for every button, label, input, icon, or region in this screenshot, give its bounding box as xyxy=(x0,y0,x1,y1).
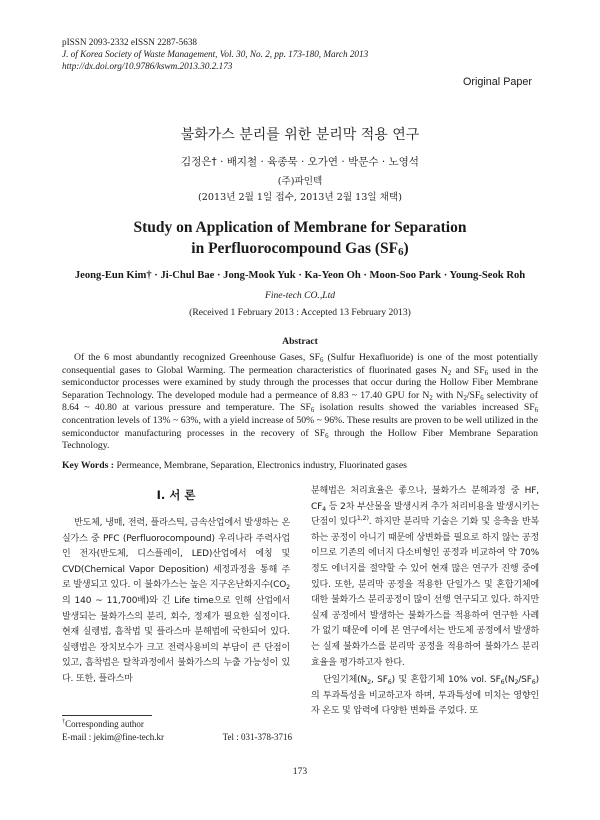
footnote-divider xyxy=(62,715,152,716)
contact-row xyxy=(62,731,292,744)
journal-header xyxy=(62,36,368,73)
korean-title: 불화가스 분리를 위한 분리막 적용 연구 xyxy=(180,127,420,143)
english-title xyxy=(0,217,600,259)
english-dates: (Received 1 February 2013 : Accepted 13 February 2013) xyxy=(189,307,411,318)
abstract-body: Of the 6 most abundantly recognized Greenhouse Gases, $SF_6$ (Sulfur Hexafluoride) is one of the most potentially consequential gases to Global Warming. The permeation characteristics of fluorinated gases $N_2$ and $SF_6$ used in the semiconductor processes were examined by study through the processes that occur during the Hollow Fiber Membrane Separation Technology. The developed module had a permeance of 8.83 ~ 17.40 GPU for $N_2$ with $N_2/SF_6$ selectivity of 8.64 ~ 40.80 at various pressure and temperature. The $SF_6$ isolation results showed the variables increased $SF_6$ concentration levels of 13% ~ 63%, with a yield increase of 50% ~ 96%. These results are proven to be well utilized in the semiconductor manufacturing processes in the recovery of $SF_6$ through the Hollow Fiber Membrane Separation Technology. xyxy=(62,352,539,452)
paragraph: 반도체, 냉매, 전력, 플라스틱, 금속산업에서 발생하는 온실가스 중 PFC (Perfluorocompound) 우리나라 주력사업인 전자(반도체, 디스플레이, LED)산업에서 에칭 및 CVD(Chemical Vapor Deposition) 세정과정을 통해 주로 발생되고 있다. 이 불화가스는 높은 지구온난화지수($CO_2$의 140 ~ 11,700배)와 긴 Life time으로 인해 산업에서 발생되는 불화가스의 분리, 회수, 정제가 필요한 실정이다. 현재 실렝법, 흡착법 및 플라스마 분해법에 국한되어 있다. 실렝법은 장치보수가 크고 전력사용비의 부담이 큰 단점이 있고, 흡착법은 탈착과정에서 불화가스의 누출 가능성이 있다. 또한, 플라스마 xyxy=(62,518,290,684)
author-email[interactable]: E-mail : jekim@fine-tech.kr xyxy=(62,732,165,742)
korean-dates: (2013년 2월 1일 접수, 2013년 2월 13일 채택) xyxy=(198,192,402,203)
korean-authors: 김정은† · 배지철 · 육종묵 · 오가연 · 박문수 · 노영석 xyxy=(181,156,419,168)
body-column-right xyxy=(311,484,539,720)
body-column-left xyxy=(62,516,290,688)
page-number: 173 xyxy=(292,766,308,777)
paragraph: 단일기체($N_2$, $SF_6$) 및 혼합기체 10% vol. $SF_6(N_2/SF_6)$의 투과특성을 비교하고자 하며, 투과특성에 미치는 영향인자 온도 및 압력에 다양한 변화를 주었다. 또 xyxy=(311,675,540,717)
author-phone: Tel : 031-378-3716 xyxy=(222,732,292,742)
section-heading: I. 서 론 xyxy=(156,488,196,502)
abstract-heading: Abstract xyxy=(282,336,318,347)
doi-link[interactable]: http://dx.doi.org/10.9786/kswm.2013.30.2.173 xyxy=(62,61,233,72)
paragraph: 분해법은 처리효율은 좋으나, 불화가스 분해과정 중 HF, $CF_4$ 등 2차 부산물을 발생시켜 추가 처리비용을 발생시키는 단점이 있다$^{1,2)}$. 하지만 분리막 기술은 기화 및 응축을 반복하는 공정이 아니기 때문에 상변화를 필요로 하지 않는 공정이므로 기존의 에너지 다소비형인 공정과 비교하여 약 70% 정도 에너지를 절약할 수 있어 현재 많은 연구가 진행 중에 있다. 또한, 분리막 공정을 적용한 단일가스 및 혼합기체에 대한 불화가스 분리공정이 많이 선행 연구되고 있다. 하지만 실제 공정에서 발생하는 불화가스를 적용하여 연구한 사례가 없기 때문에 이에 본 연구에서는 반도체 공정에서 발생하는 실제 불화가스를 분리막 공정을 적용하여 불화가스 분리효율을 평가하고자 한다. xyxy=(311,486,539,668)
english-title-line1: Study on Application of Membrane for Separation xyxy=(133,219,467,236)
english-authors: Jeong-Eun Kim† · Ji-Chul Bae · Jong-Mook Yuk · Ka-Yeon Oh · Moon-Soo Park · Young-Seok Roh xyxy=(74,270,526,281)
keywords-label: Key Words : xyxy=(62,460,115,471)
corresponding-author-label: †Corresponding author xyxy=(62,718,144,729)
issn-line: pISSN 2093-2332 eISSN 2287-5638 xyxy=(62,37,198,47)
keywords xyxy=(62,460,407,471)
keywords-text: Permeance, Membrane, Separation, Electronics industry, Fluorinated gases xyxy=(114,460,407,471)
english-title-line2: in Perfluorocompound Gas $(SF_6)$ xyxy=(191,240,409,258)
journal-citation: J. of Korea Society of Waste Management, Vol. 30, No. 2, pp. 173-180, March 2013 xyxy=(62,49,369,60)
article-type-badge: Original Paper xyxy=(462,76,532,88)
english-affiliation: Fine-tech CO.,Ltd xyxy=(264,290,336,301)
korean-affiliation: (주)파인텍 xyxy=(277,176,323,187)
footnote xyxy=(62,718,292,744)
